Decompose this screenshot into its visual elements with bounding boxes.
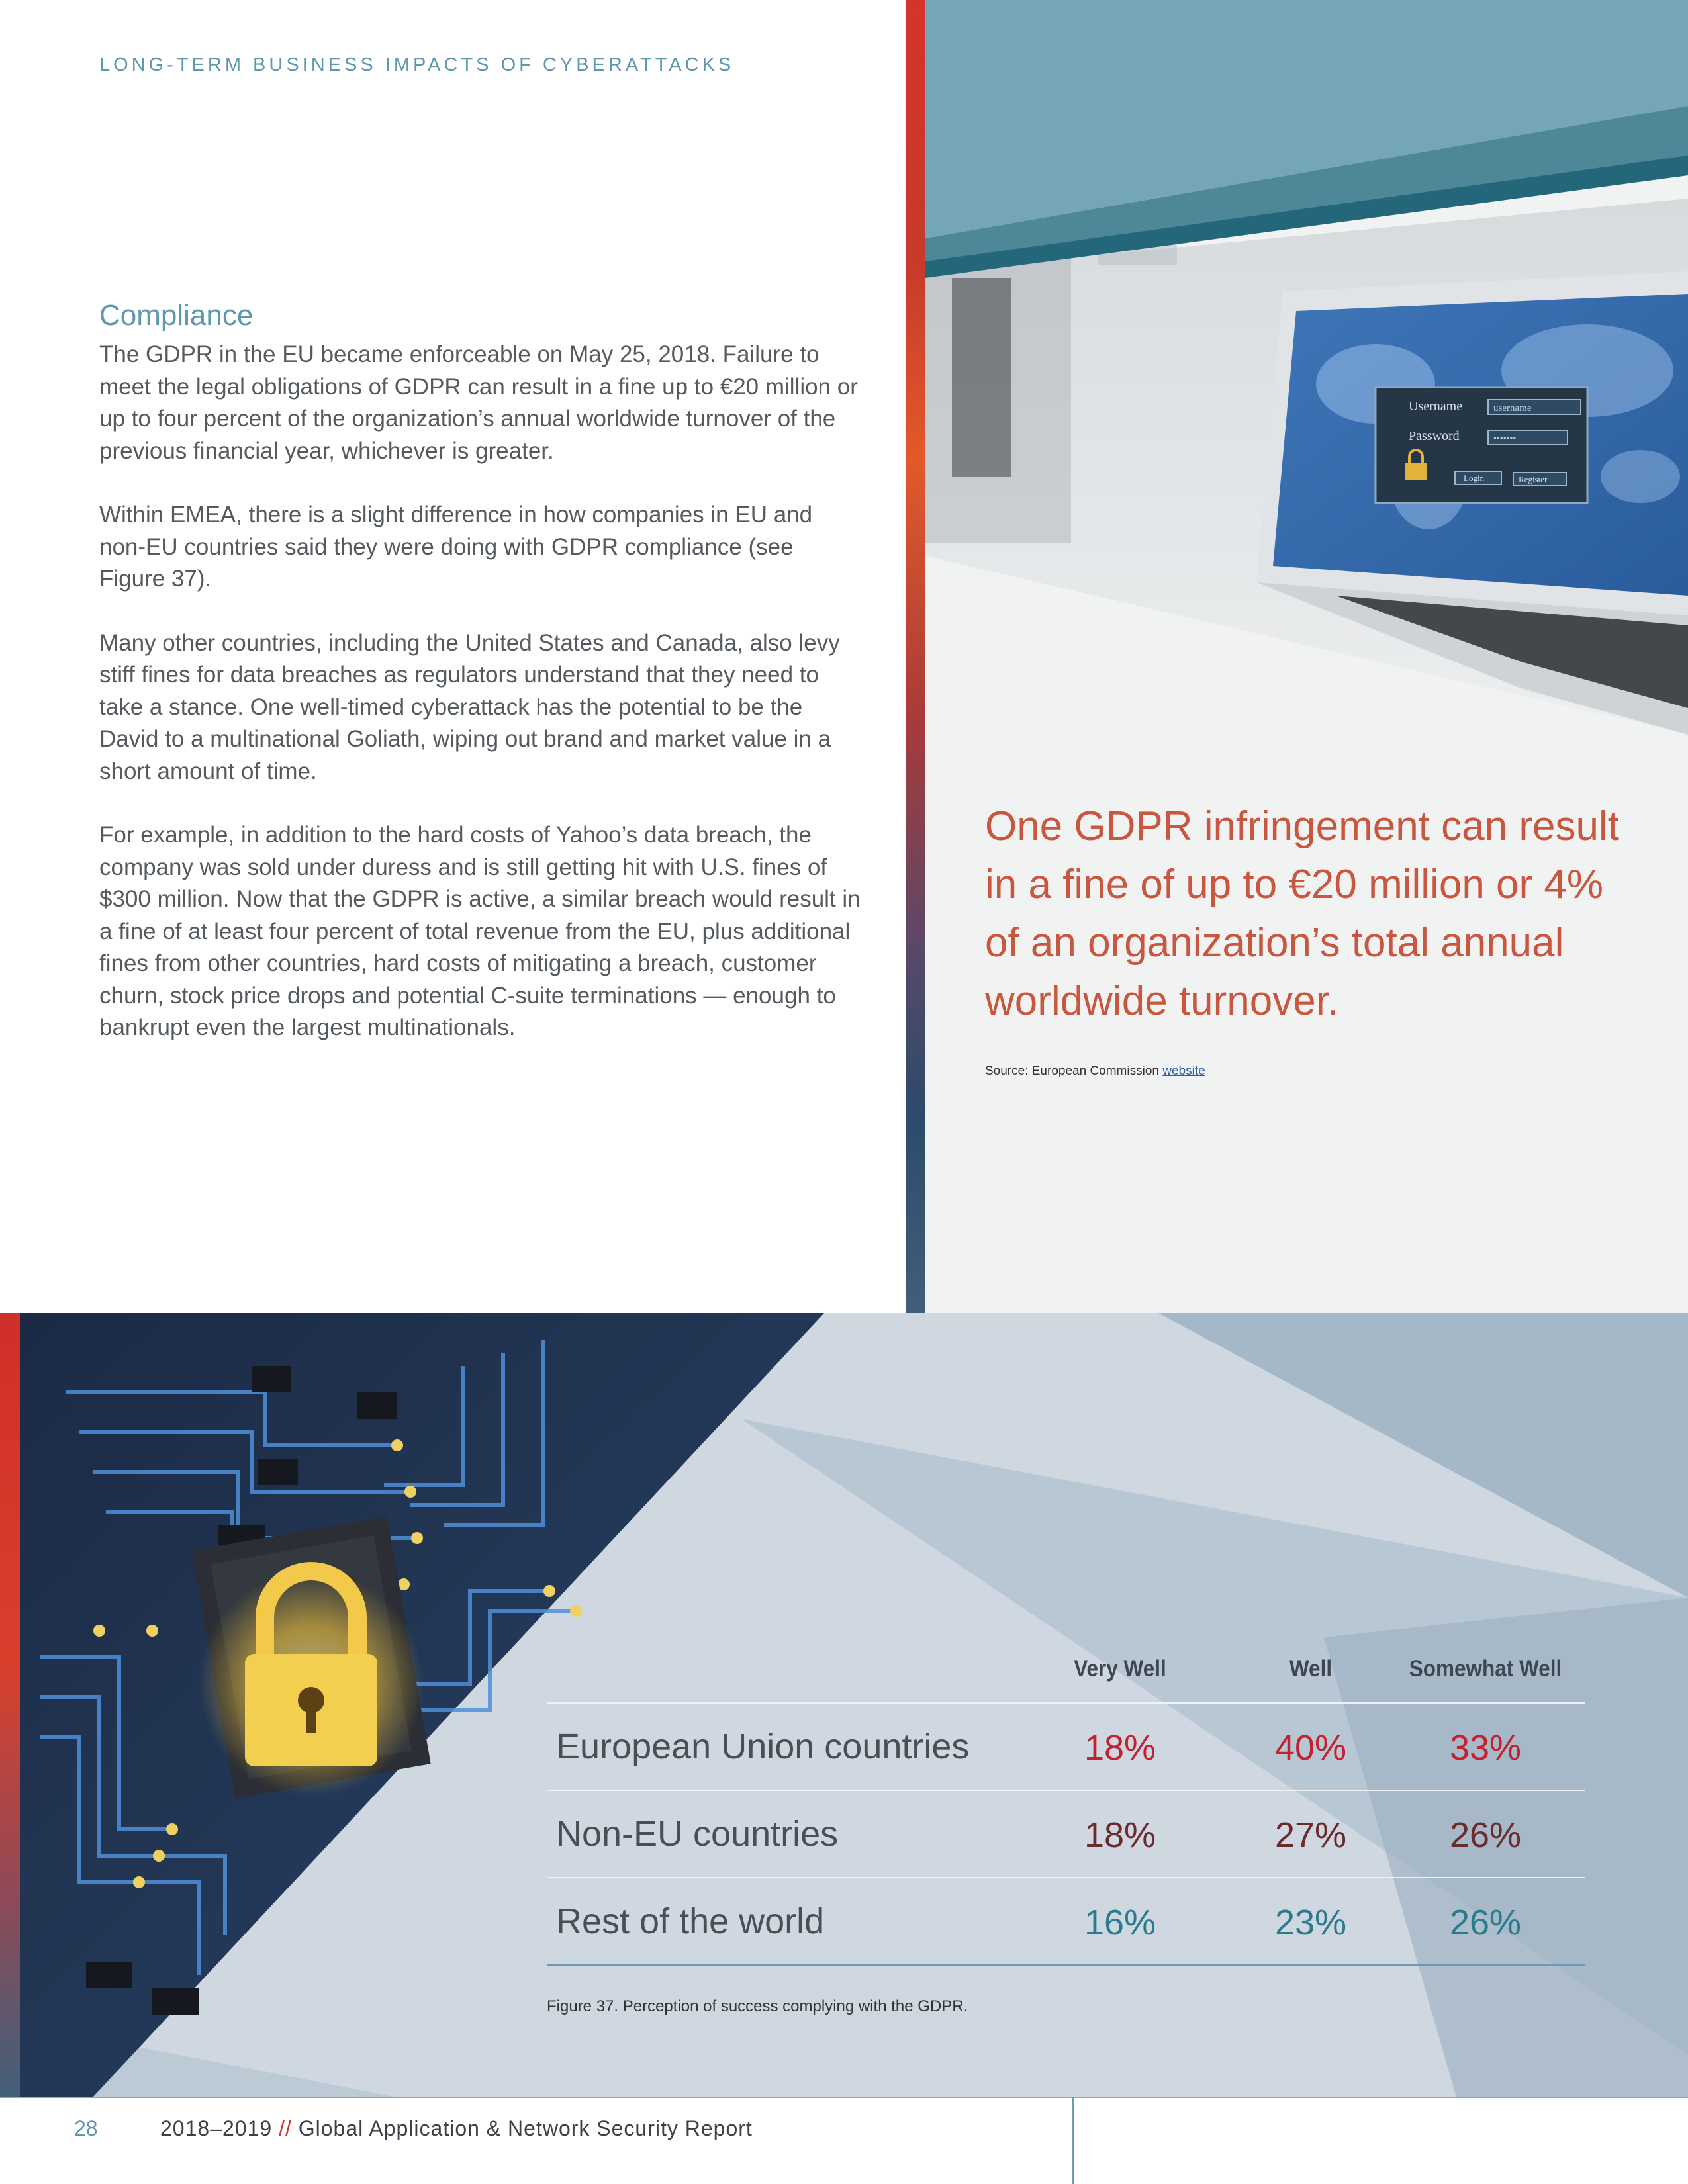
username-value: username — [1493, 403, 1532, 414]
column-header: Somewhat Well — [1409, 1656, 1562, 1682]
table-cell: 23% — [1274, 1903, 1347, 1942]
table-cell: 18% — [1084, 1815, 1156, 1855]
paragraph: For example, in addition to the hard costs of Yahoo’s data breach, the company was sold under duress and is still getting hit with U.S. fines of $300 million. Now that the GDPR is active, a similar breach would result in a fine of at least four percent of total revenue from the EU, plus additional fines from other countries, hard costs of mitigating a breach, customer churn, stock price drops and potential C-suite terminations — enough to bankrupt even the largest multinationals. — [99, 822, 861, 1040]
table-cell: 18% — [1084, 1728, 1156, 1768]
column-header: Well — [1289, 1656, 1333, 1682]
decorative-stripe — [0, 1313, 20, 2097]
row-label: European Union countries — [556, 1727, 970, 1766]
login-button-label: Login — [1464, 473, 1485, 483]
register-button-label: Register — [1519, 475, 1548, 484]
table-cell: 16% — [1084, 1903, 1156, 1942]
table-cell: 40% — [1274, 1728, 1347, 1768]
row-label: Rest of the world — [556, 1901, 825, 1941]
source-line — [985, 1064, 1205, 1079]
figure-caption: Figure 37. Perception of success complying with the GDPR. — [547, 1997, 968, 2015]
paragraph: The GDPR in the EU became enforceable on May 25, 2018. Failure to meet the legal obligations of GDPR can result in a fine up to €20 million or up to four percent of the organization’s annual worldwide turnover of the previous financial year, whichever is greater. — [99, 341, 858, 464]
title-separator: // — [279, 2116, 292, 2140]
paragraph: Within EMEA, there is a slight difference in how companies in EU and non-EU countries said they were doing with GDPR compliance (see Figure 37). — [99, 502, 813, 592]
report-title — [160, 2116, 753, 2141]
table-row — [547, 1877, 1585, 1966]
decorative-stripe — [906, 0, 925, 1313]
table-cell: 26% — [1449, 1815, 1522, 1855]
table-row — [547, 1702, 1585, 1790]
section-heading: Compliance — [99, 299, 254, 332]
report-name: Global Application & Network Security Report — [291, 2116, 753, 2140]
column-header: Very Well — [1074, 1656, 1166, 1682]
table-header — [547, 1648, 1585, 1702]
paragraph: Many other countries, including the United States and Canada, also levy stiff fines for data breaches as regulators understand that they need to take a stance. One well-timed cyberattack has the potential to be the David to a multinational Goliath, wiping out brand and market value in a short amount of time. — [99, 629, 840, 784]
table-cell: 27% — [1274, 1815, 1347, 1855]
footer-divider — [0, 2097, 1688, 2098]
table-row — [547, 1790, 1585, 1877]
source-prefix: Source: European Commission — [985, 1064, 1163, 1078]
username-label: Username — [1409, 399, 1463, 414]
password-value: ••••••• — [1493, 434, 1517, 444]
article-column — [99, 299, 861, 1076]
footer-vertical-rule — [1072, 2097, 1074, 2184]
laptop-login-image — [925, 0, 1688, 741]
pull-quote: One GDPR infringement can result in a fine of up to €20 million or 4% of an organization’s total annual worldwide turnover. — [985, 803, 1619, 1024]
padlock-icon — [1405, 463, 1427, 480]
report-years: 2018–2019 — [160, 2116, 279, 2140]
table-cell: 26% — [1449, 1903, 1522, 1942]
table-cell: 33% — [1449, 1728, 1522, 1768]
gdpr-compliance-table — [547, 1648, 1585, 1966]
running-head: LONG-TERM BUSINESS IMPACTS OF CYBERATTACKS — [99, 54, 735, 75]
password-label: Password — [1409, 429, 1460, 443]
row-label: Non-EU countries — [556, 1814, 839, 1854]
source-link[interactable]: website — [1162, 1064, 1205, 1078]
page-number: 28 — [74, 2116, 98, 2140]
